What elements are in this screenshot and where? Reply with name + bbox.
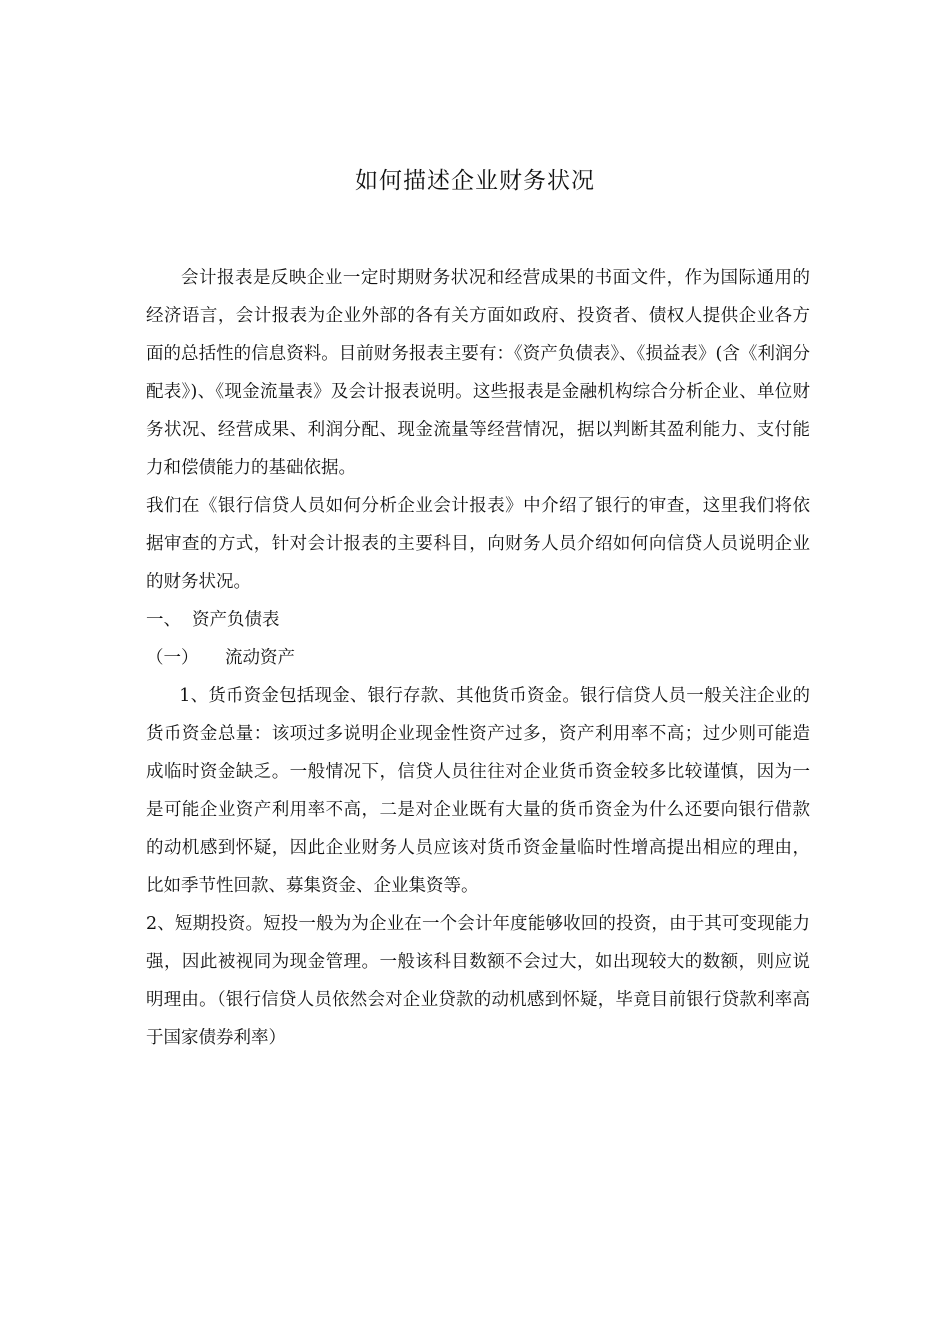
subsection-number: （一）: [146, 648, 199, 668]
paragraph-short-term-investment: 2、短期投资。短投一般为为企业在一个会计年度能够收回的投资，由于其可变现能力强，因此被视同为现金管理。一般该科目数额不会过大，如出现较大的数额，则应说明理由。（银行信贷人员依然会对企业贷款的动机感到怀疑，毕竟目前银行贷款利率高于国家债券利率）: [146, 914, 810, 1048]
section-title: 资产负债表: [192, 610, 280, 630]
section-number: 一、: [146, 610, 181, 630]
section-heading-balance-sheet: [146, 601, 810, 639]
subsection-title: 流动资产: [225, 648, 295, 668]
paragraph-intro: 会计报表是反映企业一定时期财务状况和经营成果的书面文件，作为国际通用的经济语言，会计报表为企业外部的各有关方面如政府、投资者、债权人提供企业各方面的总括性的信息资料。目前财务报表主要有：《资产负债表》、《损益表》(含《利润分配表》)、《现金流量表》及会计报表说明。这些报表是金融机构综合分析企业、单位财务状况、经营成果、利润分配、现金流量等经营情况，据以判断其盈利能力、支付能力和偿债能力的基础依据。: [146, 268, 810, 478]
document-title: 如何描述企业财务状况: [355, 168, 595, 194]
paragraph-monetary-funds: 1、货币资金包括现金、银行存款、其他货币资金。银行信贷人员一般关注企业的货币资金总量：该项过多说明企业现金性资产过多，资产利用率不高；过少则可能造成临时资金缺乏。一般情况下，信贷人员往往对企业货币资金较多比较谨慎，因为一是可能企业资产利用率不高，二是对企业既有大量的货币资金为什么还要向银行借款的动机感到怀疑，因此企业财务人员应该对货币资金量临时性增高提出相应的理由，比如季节性回款、募集资金、企业集资等。: [146, 686, 810, 896]
subsection-heading-current-assets: [146, 639, 810, 677]
document-body: [146, 259, 810, 1057]
paragraph-purpose: 我们在《银行信贷人员如何分析企业会计报表》中介绍了银行的审查，这里我们将依据审查的方式，针对会计报表的主要科目，向财务人员介绍如何向信贷人员说明企业的财务状况。: [146, 496, 810, 592]
